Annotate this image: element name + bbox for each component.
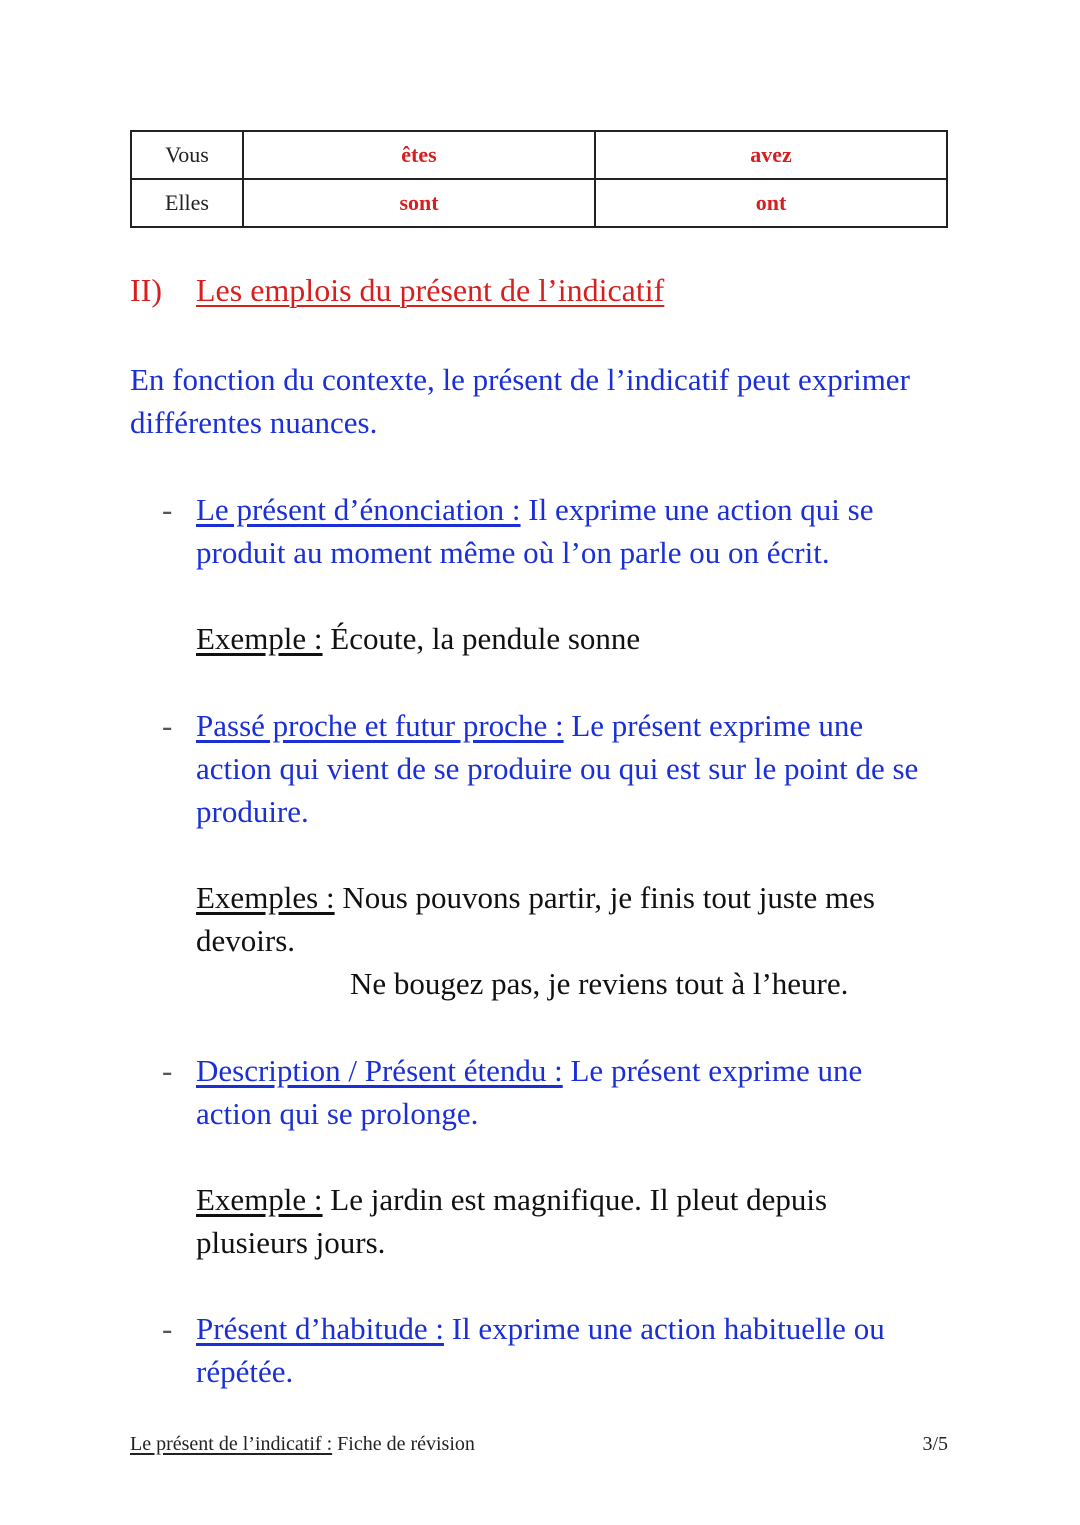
- example-label: Exemple :: [196, 1182, 323, 1217]
- conjugation-table: [130, 130, 948, 228]
- example-second-line: Ne bougez pas, je reviens tout à l’heure.: [350, 966, 849, 1001]
- page-footer: [130, 1433, 948, 1456]
- usage-item: [162, 704, 936, 833]
- table-row: [131, 131, 947, 179]
- usage-item: [162, 1049, 936, 1135]
- avoir-form-cell: avez: [595, 131, 947, 179]
- example-block: [196, 1178, 936, 1264]
- usage-item: [162, 488, 936, 574]
- example-block: [196, 617, 936, 660]
- bullet-dash: -: [162, 1311, 173, 1346]
- example-text: Écoute, la pendule sonne: [322, 621, 641, 656]
- bullet-dash: -: [162, 708, 173, 743]
- usage-term: Présent d’habitude :: [196, 1311, 444, 1346]
- bullet-dash: -: [162, 492, 173, 527]
- bullet-dash: -: [162, 1053, 173, 1088]
- example-block: [196, 876, 936, 1005]
- usage-term: Le présent d’énonciation :: [196, 492, 521, 527]
- section-heading: [130, 272, 664, 309]
- usage-term: Passé proche et futur proche :: [196, 708, 564, 743]
- etre-form-cell: êtes: [243, 131, 595, 179]
- footer-title: Le présent de l’indicatif :: [130, 1433, 333, 1455]
- usage-term: Description / Présent étendu :: [196, 1053, 563, 1088]
- section-title: Les emplois du présent de l’indicatif: [196, 272, 665, 308]
- avoir-form-cell: ont: [595, 179, 947, 227]
- footer-subtitle: Fiche de révision: [332, 1433, 475, 1455]
- usage-description: Il exprime une action qui se produit au moment même où l’on parle ou on écrit.: [196, 492, 874, 570]
- usage-description: Il exprime une action habituelle ou répétée.: [196, 1311, 885, 1389]
- intro-paragraph: En fonction du contexte, le présent de l’indicatif peut exprimer différentes nuances.: [130, 362, 910, 440]
- usage-description: Le présent exprime une action qui vient de se produire ou qui est sur le point de se produire.: [196, 708, 919, 829]
- example-text: Le jardin est magnifique. Il pleut depuis plusieurs jours.: [196, 1182, 828, 1260]
- table-row: [131, 179, 947, 227]
- example-label: Exemple :: [196, 621, 323, 656]
- etre-form-cell: sont: [243, 179, 595, 227]
- section-number: II): [130, 272, 162, 308]
- example-label: Exemples :: [196, 880, 335, 915]
- usage-description: Le présent exprime une action qui se prolonge.: [196, 1053, 863, 1131]
- page-number: 3/5: [922, 1433, 948, 1455]
- pronoun-cell: Vous: [131, 131, 243, 179]
- usage-item: [162, 1307, 936, 1393]
- example-text: Nous pouvons partir, je finis tout juste mes devoirs.: [196, 880, 875, 958]
- pronoun-cell: Elles: [131, 179, 243, 227]
